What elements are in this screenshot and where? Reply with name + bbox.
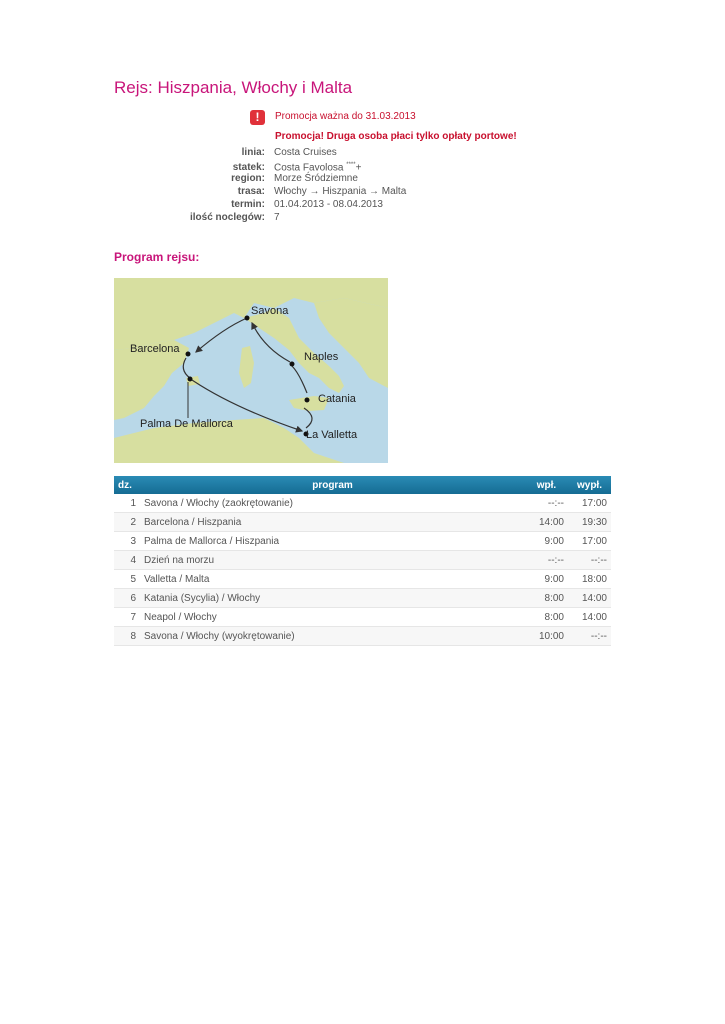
header-program: program [140, 476, 525, 494]
table-row [114, 551, 611, 570]
route-value: Włochy → Hiszpania → Malta [274, 186, 407, 197]
ship-stars: **** [346, 162, 356, 168]
exclamation-icon: ! [250, 110, 265, 125]
label-catania: Catania [318, 393, 356, 405]
info-row-nights [150, 211, 406, 224]
cell-day: 1 [114, 494, 140, 513]
cruise-info [150, 146, 406, 224]
cell-program: Neapol / Włochy [140, 608, 525, 627]
cell-departure: 18:00 [568, 570, 611, 589]
cell-day: 8 [114, 627, 140, 646]
cell-departure: --:-- [568, 627, 611, 646]
cell-day: 7 [114, 608, 140, 627]
cell-program: Dzień na morzu [140, 551, 525, 570]
cell-departure: 14:00 [568, 608, 611, 627]
cell-program: Barcelona / Hiszpania [140, 513, 525, 532]
info-row-ship [150, 159, 406, 172]
cell-day: 3 [114, 532, 140, 551]
page-title: Rejs: Hiszpania, Włochy i Malta [114, 78, 353, 97]
cell-arrival: 8:00 [525, 589, 568, 608]
info-row-line [150, 146, 406, 159]
cell-departure: 17:00 [568, 532, 611, 551]
line-label: linia: [241, 147, 265, 158]
cell-departure: --:-- [568, 551, 611, 570]
cell-departure: 17:00 [568, 494, 611, 513]
table-row [114, 608, 611, 627]
cell-day: 4 [114, 551, 140, 570]
program-heading: Program rejsu: [114, 250, 200, 264]
table-row [114, 589, 611, 608]
nights-value: 7 [274, 212, 280, 223]
line-value: Costa Cruises [274, 147, 337, 158]
cell-arrival: 9:00 [525, 570, 568, 589]
table-row [114, 627, 611, 646]
region-value: Morze Śródziemne [274, 173, 358, 184]
label-naples: Naples [304, 351, 339, 363]
cell-departure: 19:30 [568, 513, 611, 532]
nights-label: ilość noclegów: [189, 212, 265, 223]
term-value: 01.04.2013 - 08.04.2013 [274, 199, 383, 210]
promo-validity: Promocja ważna do 31.03.2013 [275, 111, 416, 122]
table-row [114, 570, 611, 589]
cell-arrival: 14:00 [525, 513, 568, 532]
cell-program: Valletta / Malta [140, 570, 525, 589]
cell-departure: 14:00 [568, 589, 611, 608]
cell-day: 5 [114, 570, 140, 589]
region-label: region: [231, 173, 265, 184]
cell-day: 6 [114, 589, 140, 608]
header-day: dz. [114, 476, 140, 494]
cell-program: Palma de Mallorca / Hiszpania [140, 532, 525, 551]
label-palma: Palma De Mallorca [140, 418, 233, 430]
table-row [114, 494, 611, 513]
cell-arrival: --:-- [525, 551, 568, 570]
cell-day: 2 [114, 513, 140, 532]
cell-program: Savona / Włochy (zaokrętowanie) [140, 494, 525, 513]
schedule-header-row [114, 476, 611, 494]
route-label: trasa: [237, 186, 265, 197]
ship-plus: + [355, 162, 362, 174]
catania-dot [305, 398, 310, 403]
header-departure: wypł. [568, 476, 611, 494]
term-label: termin: [231, 199, 265, 210]
palma-dot [188, 377, 193, 382]
route-map [114, 278, 388, 463]
cell-arrival: 8:00 [525, 608, 568, 627]
promo-offer: Promocja! Druga osoba płaci tylko opłaty portowe! [275, 131, 517, 142]
schedule-table [114, 476, 611, 646]
info-row-term [150, 198, 406, 211]
ship-label: statek: [232, 162, 265, 174]
savona-dot [245, 316, 250, 321]
label-barcelona: Barcelona [130, 343, 180, 355]
cell-arrival: 10:00 [525, 627, 568, 646]
label-valletta: La Valletta [306, 429, 358, 441]
info-row-region [150, 172, 406, 185]
header-arrival: wpł. [525, 476, 568, 494]
cell-program: Katania (Sycylia) / Włochy [140, 589, 525, 608]
info-row-route [150, 185, 406, 198]
table-row [114, 513, 611, 532]
table-row [114, 532, 611, 551]
cell-arrival: 9:00 [525, 532, 568, 551]
barcelona-dot [186, 352, 191, 357]
label-savona: Savona [251, 305, 289, 317]
cell-program: Savona / Włochy (wyokrętowanie) [140, 627, 525, 646]
naples-dot [290, 362, 295, 367]
cell-arrival: --:-- [525, 494, 568, 513]
ship-value: Costa Favolosa [274, 162, 347, 174]
